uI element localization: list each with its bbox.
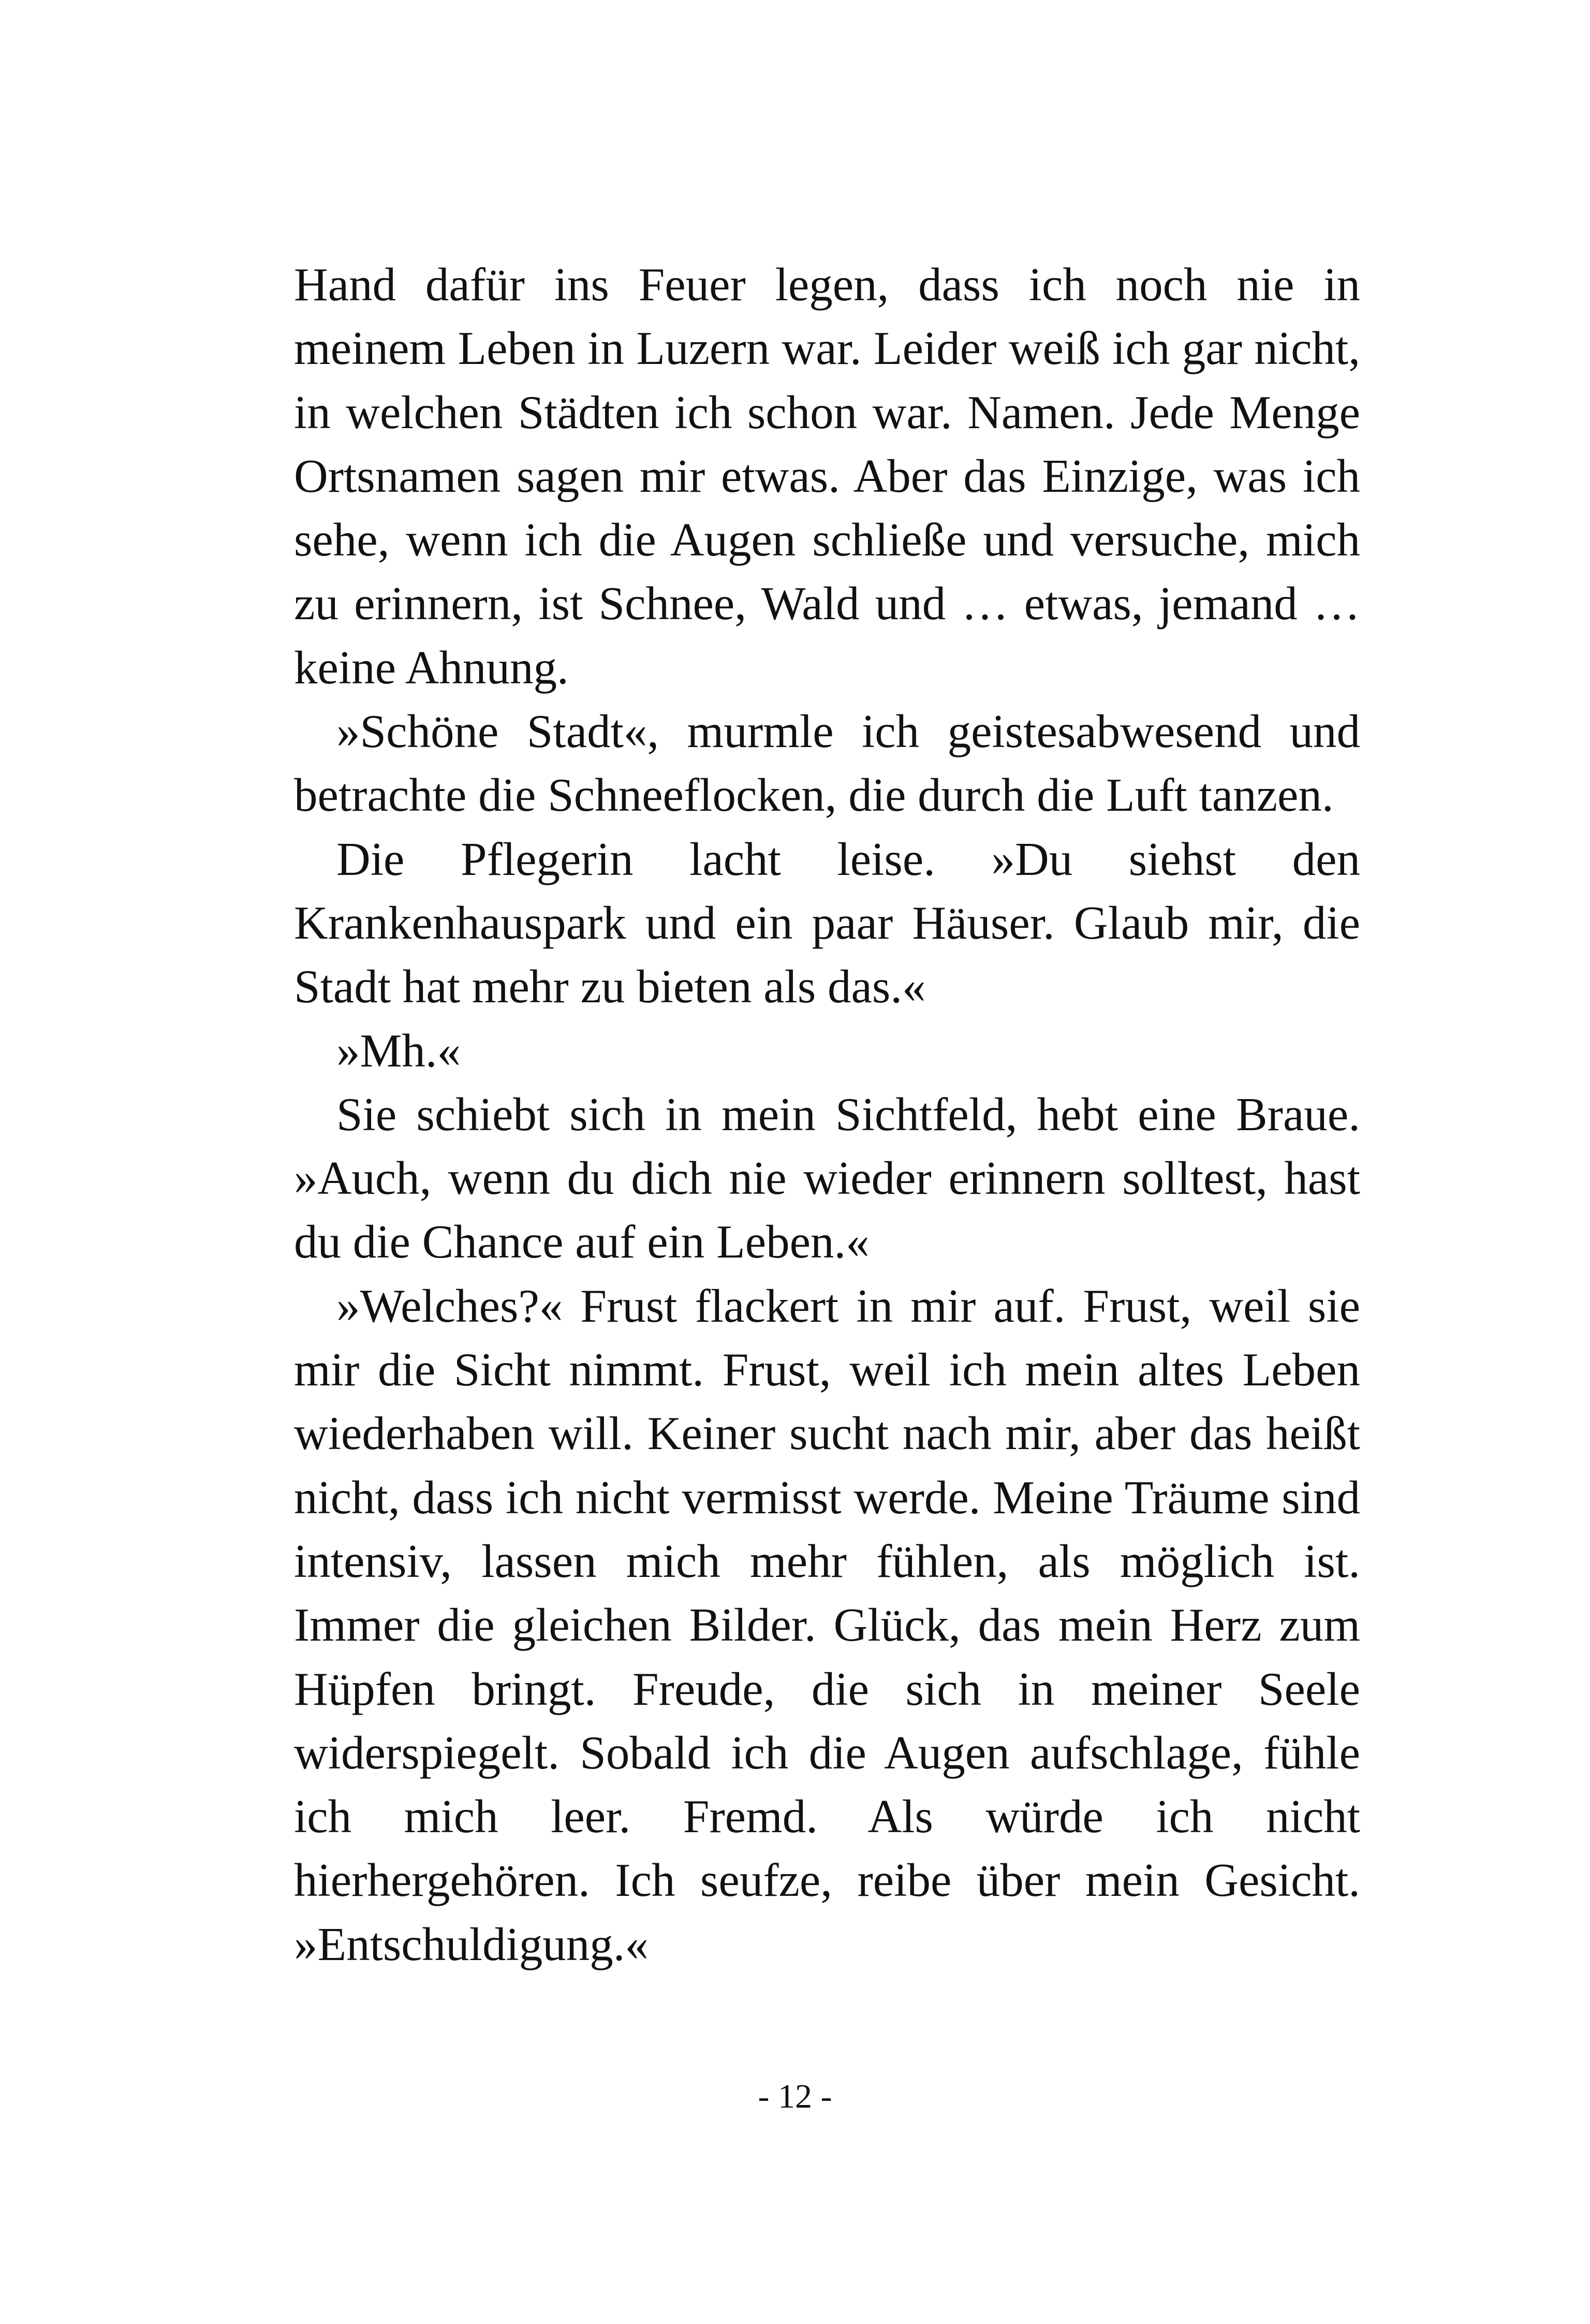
- paragraph-sichtfeld: Sie schiebt sich in mein Sichtfeld, hebt eine Braue. »Auch, wenn du dich nie wieder erinnern solltest, hast du die Chance auf ein Leben.«: [294, 1088, 1360, 1268]
- body-text: [294, 253, 1360, 1976]
- paragraph-welches: »Welches?« Frust flackert in mir auf. Frust, weil sie mir die Sicht nimmt. Frust, weil ich mein altes Leben wiederhaben will. Keiner sucht nach mir, aber das heißt nicht, dass ich nicht vermisst werde. Meine Träume sind intensiv, lassen mich mehr fühlen, als möglich ist. Immer die gleichen Bilder. Glück, das mein Herz zum Hüpfen bringt. Freude, die sich in meiner Seele widerspiegelt. Sobald ich die Augen aufschlage, fühle ich mich leer. Fremd. Als würde ich nicht hierhergehören. Ich seufze, reibe über mein Gesicht. »Entschuldigung.«: [294, 1279, 1360, 1970]
- paragraph-continuation: Hand dafür ins Feuer legen, dass ich noch nie in meinem Leben in Luzern war. Leider weiß ich gar nicht, in welchen Städten ich schon war. Namen. Jede Menge Ortsnamen sagen mir etwas. Aber das Einzige, was ich sehe, wenn ich die Augen schließe und versuche, mich zu erinnern, ist Schnee, Wald und … etwas, jemand … keine Ahnung.: [294, 258, 1360, 694]
- paragraph-schoene-stadt: »Schöne Stadt«, murmle ich geistesabwesend und betrachte die Schneeflocken, die durch die Luft tanzen.: [294, 705, 1360, 822]
- page-number: - 12 -: [758, 2078, 832, 2115]
- paragraph-pflegerin-lacht: Die Pflegerin lacht leise. »Du siehst den Krankenhauspark und ein paar Häuser. Glaub mir, die Stadt hat mehr zu bieten als das.«: [294, 832, 1360, 1013]
- paragraph-mh: »Mh.«: [336, 1024, 461, 1077]
